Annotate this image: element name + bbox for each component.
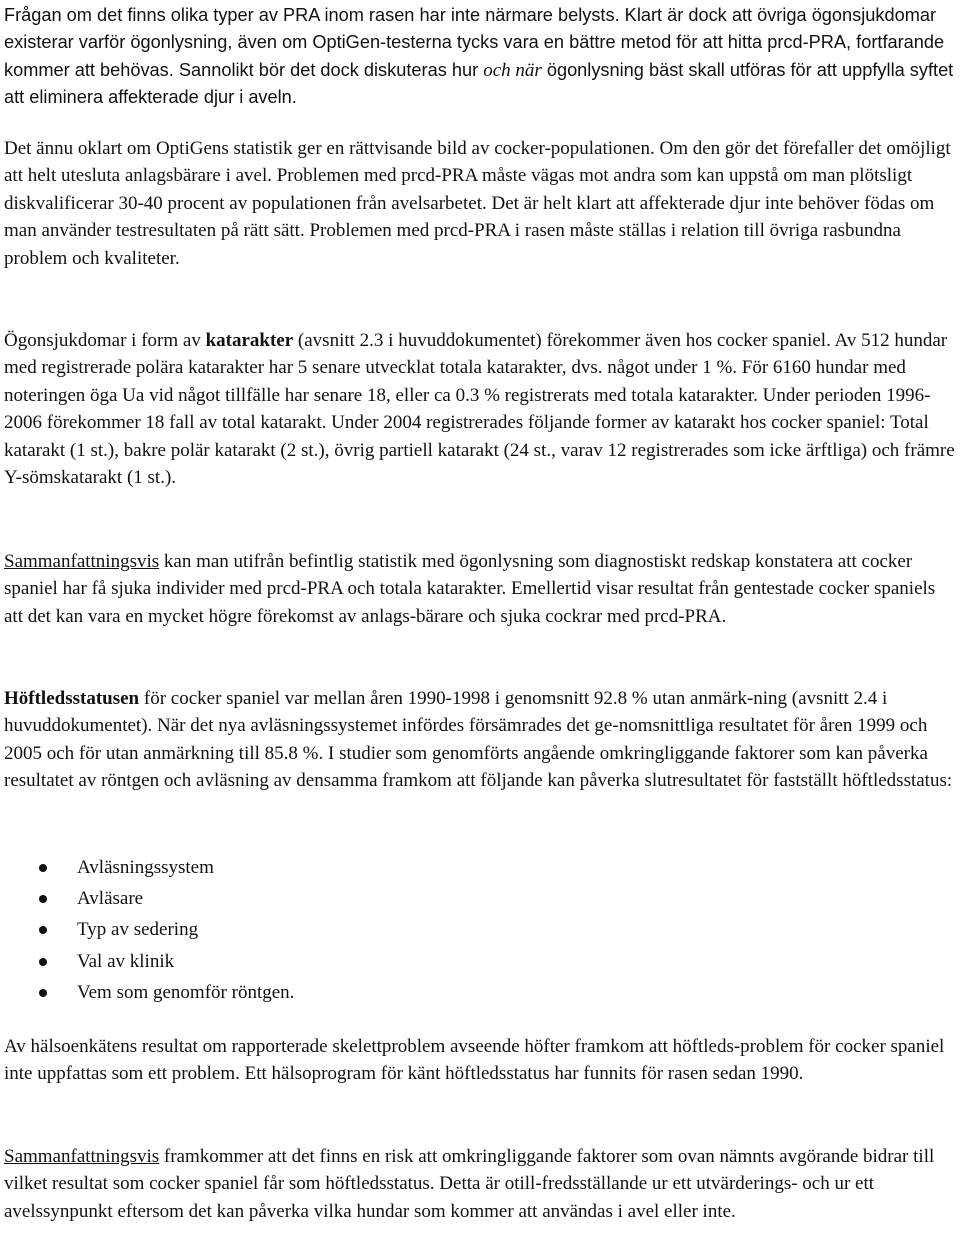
text-segment: ögonlysning bäst skall utföras för att uppfylla syftet att eliminera affekterade djur i aveln. [4, 59, 954, 108]
list-item-text: Vem som genomför röntgen. [77, 981, 295, 1003]
italic-word-och: och [483, 59, 511, 81]
text-segment: (avsnitt 2.3 i huvuddokumentet) förekommer även hos cocker spaniel. Av 512 hundar med registrerade polära katarakter har 5 senare utvecklat totala katarakter, dvs. något under 1 %. För 6160 hundar med noteringen öga Ua vid något tillfälle har senare 18, eller ca 0.3 % registrerats med totala katarakter. Under perioden 1996-2006 förekommer 18 fall av total katarakt. Under 2004 registrerades följande former av katarakt hos cocker spaniel: Total katarakt (1 st.), bakre polär katarakt (2 st.), övrig partiell katarakt (24 st., varav 12 registrerades som icke ärftliga) och främre Y-sömskatarakt (1 st.). [4, 330, 955, 489]
bullet-icon [39, 989, 47, 997]
list-item [4, 852, 904, 883]
paragraph-summary-hips [4, 1143, 956, 1225]
text-segment: kan man utifrån befintlig statistik med ögonlysning som diagnostiskt redskap konstatera att cocker spaniel har få sjuka individer med prcd-PRA och totala katarakter. Emellertid visar resultat från gentestade cocker spaniels att det kan vara en mycket högre förekomst av anlags-bärare och sjuka cockrar med prcd-PRA. [4, 551, 936, 627]
bold-term-katarakter: katarakter [205, 330, 294, 351]
paragraph-cataracts [4, 327, 956, 491]
list-item [4, 883, 904, 914]
bullet-icon [39, 895, 47, 903]
bold-term-hoftledsstatusen: Höftledsstatusen [4, 688, 140, 709]
text-segment: Ögonsjukdomar i form av [4, 330, 206, 351]
paragraph-pra-types [4, 2, 956, 112]
paragraph-summary-eyes [4, 548, 956, 630]
italic-word-nar: när [515, 59, 542, 81]
underlined-term: Sammanfattningsvis [4, 551, 160, 572]
factor-list [4, 852, 904, 1008]
text-segment: Frågan om det finns olika typer av PRA inom rasen har inte närmare belysts. Klart är dock att övriga ögonsjukdomar existerar varför ögonlysning, även om OptiGen-testerna tycks vara en bättre metod för att hitta prcd-PRA, fortfarande kommer att behövas. Sannolikt bör det dock diskuteras hur [4, 5, 945, 80]
underlined-term: Sammanfattningsvis [4, 1146, 160, 1167]
paragraph-hip-status [4, 685, 956, 795]
text-segment: för cocker spaniel var mellan åren 1990-1998 i genomsnitt 92.8 % utan anmärk-ning (avsnitt 2.4 i huvuddokumentet). När det nya avläsningssystemet infördes försämrades det ge-nomsnittliga resultatet för åren 1999 och 2005 och för utan anmärkning till 85.8 %. I studier som genomförts angående omkringliggande faktorer som kan påverka resultatet av röntgen och avläsning av densamma framkom att följande kan påverka slutresultatet för fastställt höftledsstatus: [4, 688, 953, 792]
list-item-text: Val av klinik [77, 950, 175, 972]
bullet-icon [39, 864, 47, 872]
list-item-text: Typ av sedering [77, 919, 199, 941]
text-segment: framkommer att det finns en risk att omkringliggande faktorer som ovan nämnts avgörande bidrar till vilket resultat som cocker spaniel får som höftledsstatus. Detta är otill-fredsställande ur ett utvärderings- och ur ett avelssynpunkt eftersom det kan påverka vilka hundar som kommer att användas i avel eller inte. [4, 1146, 935, 1222]
list-item [4, 914, 904, 945]
list-item-text: Avläsningssystem [77, 857, 214, 878]
bullet-icon [39, 926, 47, 934]
list-item [4, 977, 904, 1008]
bullet-icon [39, 958, 47, 966]
list-item-text: Avläsare [77, 888, 144, 910]
paragraph-health-survey: Av hälsoenkätens resultat om rapporterade skelettproblem avseende höfter framkom att höftleds-problem för cocker spaniel inte uppfattas som ett problem. Ett hälsoprogram för känt höftledsstatus har funnits för rasen sedan 1990. [4, 1036, 945, 1085]
list-item [4, 946, 904, 977]
paragraph-optigen-statistics: Det ännu oklart om OptiGens statistik ger en rättvisande bild av cocker-populationen. Om den gör det förefaller det omöjligt att helt utesluta anlagsbärare i avel. Problemen med prcd-PRA måste vägas mot andra som kan uppstå om man plötsligt diskvalificerar 30-40 procent av populationen från avelsarbetet. Det är helt klart att affekterade djur inte behöver födas om man använder testresultaten på rätt sätt. Problemen med prcd-PRA i rasen måste ställas i relation till övriga rasbundna problem och kvaliteter. [4, 138, 951, 269]
